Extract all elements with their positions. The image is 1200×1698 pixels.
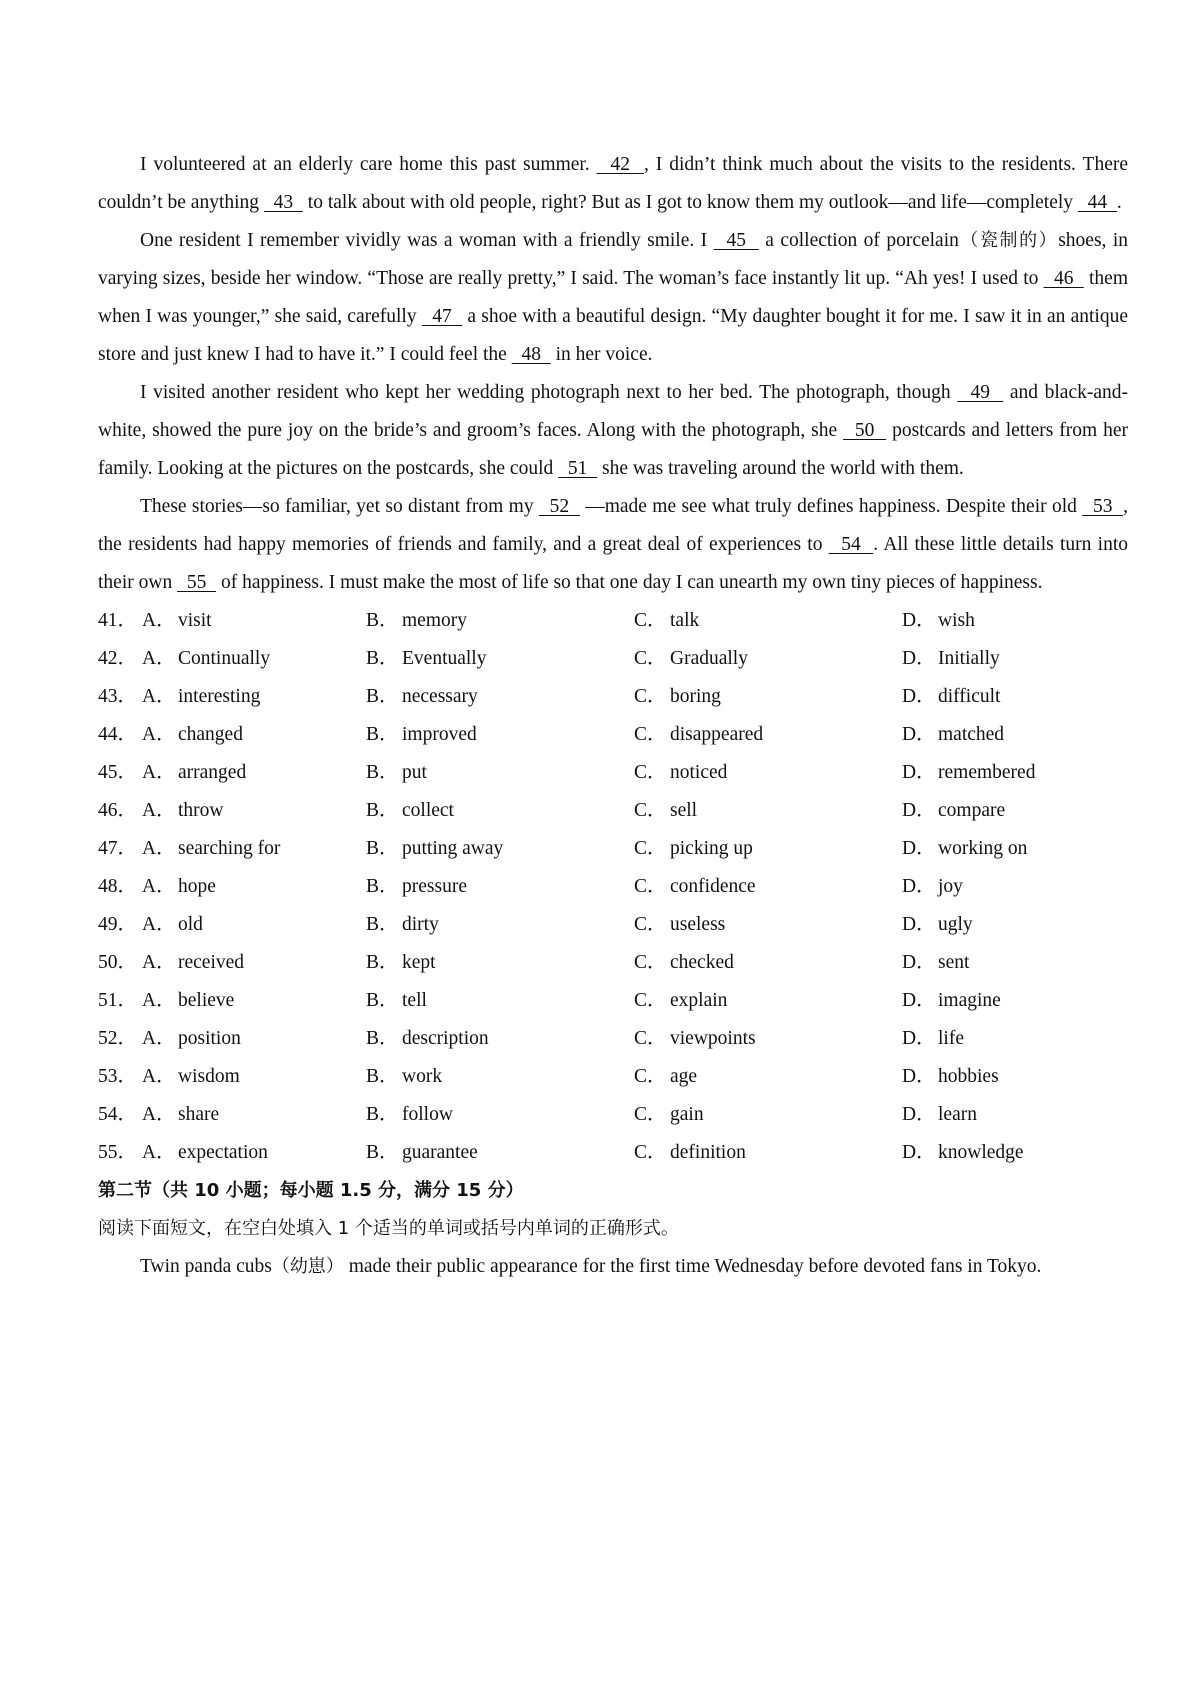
question-number: 48． <box>98 876 138 897</box>
option-letter: A． <box>142 610 176 631</box>
option-letter: A． <box>142 648 176 669</box>
option-text: necessary <box>402 686 478 707</box>
option-c <box>634 716 902 754</box>
section-title: 第二节（共 10 小题；每小题 1.5 分，满分 15 分） <box>98 1180 524 1201</box>
option-text: working on <box>938 838 1028 859</box>
option-text: guarantee <box>402 1142 478 1163</box>
document-page <box>98 146 1128 1286</box>
option-letter: D． <box>902 610 936 631</box>
option-c <box>634 1096 902 1134</box>
option-letter: A． <box>142 990 176 1011</box>
option-letter: B． <box>366 952 399 973</box>
option-text: expectation <box>178 1142 268 1163</box>
section-instruction: 阅读下面短文，在空白处填入 1 个适当的单词或括号内单词的正确形式。 <box>98 1218 679 1239</box>
option-row <box>98 906 1128 944</box>
blank-46: 46 <box>1043 268 1084 289</box>
option-letter: D． <box>902 914 936 935</box>
option-letter: B． <box>366 838 399 859</box>
option-letter: B． <box>366 1066 399 1087</box>
blank-50: 50 <box>843 420 887 441</box>
option-letter: A． <box>142 724 176 745</box>
option-text: definition <box>670 1142 746 1163</box>
option-b <box>366 1134 634 1172</box>
option-letter: D． <box>902 990 936 1011</box>
option-letter: A． <box>142 914 176 935</box>
option-text: collect <box>402 800 454 821</box>
option-text: old <box>178 914 203 935</box>
option-letter: C． <box>634 610 667 631</box>
option-text: ugly <box>938 914 973 935</box>
option-text: difficult <box>938 686 1001 707</box>
option-a <box>142 868 366 906</box>
option-letter: D． <box>902 686 936 707</box>
option-letter: C． <box>634 1028 667 1049</box>
option-text: viewpoints <box>670 1028 756 1049</box>
option-d <box>902 1096 1102 1134</box>
option-a <box>142 792 366 830</box>
option-letter: B． <box>366 686 399 707</box>
option-c <box>634 602 902 640</box>
text: a collection of porcelain <box>758 230 959 251</box>
option-b <box>366 716 634 754</box>
text: . <box>1116 192 1122 213</box>
option-row <box>98 1020 1128 1058</box>
text: , I didn’t think much about the visits to the residents. There couldn’t be anything <box>98 154 1128 213</box>
option-text: talk <box>670 610 700 631</box>
option-b <box>366 944 634 982</box>
option-text: sell <box>670 800 698 821</box>
blank-47: 47 <box>421 306 463 327</box>
option-row <box>98 678 1128 716</box>
option-letter: C． <box>634 914 667 935</box>
option-d <box>902 868 1102 906</box>
text: These stories—so familiar, yet so distant from my <box>140 496 539 517</box>
option-text: putting away <box>402 838 504 859</box>
option-d <box>902 754 1102 792</box>
question-number: 47． <box>98 838 138 859</box>
option-letter: A． <box>142 800 176 821</box>
option-letter: D． <box>902 648 936 669</box>
option-text: arranged <box>178 762 247 783</box>
option-text: confidence <box>670 876 756 897</box>
option-c <box>634 868 902 906</box>
option-text: put <box>402 762 427 783</box>
option-d <box>902 602 1102 640</box>
option-text: noticed <box>670 762 728 783</box>
option-letter: A． <box>142 1142 176 1163</box>
option-letter: D． <box>902 1066 936 1087</box>
question-number: 53． <box>98 1066 138 1087</box>
option-text: wish <box>938 610 975 631</box>
option-d <box>902 792 1102 830</box>
option-letter: C． <box>634 800 667 821</box>
option-text: changed <box>178 724 243 745</box>
option-text: Eventually <box>402 648 487 669</box>
option-text: wisdom <box>178 1066 240 1087</box>
option-c <box>634 1058 902 1096</box>
option-c <box>634 640 902 678</box>
option-letter: A． <box>142 1104 176 1125</box>
option-letter: D． <box>902 876 936 897</box>
option-a <box>142 830 366 868</box>
option-a <box>142 982 366 1020</box>
option-letter: C． <box>634 1066 667 1087</box>
text: made their public appearance for the first time Wednesday before devoted fans in Tokyo. <box>343 1256 1042 1277</box>
question-number: 43． <box>98 686 138 707</box>
option-row <box>98 602 1128 640</box>
option-b <box>366 982 634 1020</box>
question-number: 41． <box>98 610 138 631</box>
option-letter: A． <box>142 876 176 897</box>
option-b <box>366 1020 634 1058</box>
text: a shoe with a beautiful design. “My daughter bought it for me. I saw it in an antique store and just knew I had to have it.” I could feel the <box>98 306 1129 365</box>
option-letter: B． <box>366 1104 399 1125</box>
option-d <box>902 678 1102 716</box>
option-text: sent <box>938 952 970 973</box>
option-letter: B． <box>366 1142 399 1163</box>
option-a <box>142 602 366 640</box>
option-text: believe <box>178 990 235 1011</box>
option-letter: D． <box>902 1028 936 1049</box>
option-a <box>142 754 366 792</box>
answer-options-list <box>98 602 1128 1172</box>
blank-43: 43 <box>263 192 303 213</box>
option-letter: C． <box>634 1104 667 1125</box>
option-letter: C． <box>634 762 667 783</box>
text: and black-and-white, showed the pure joy on the bride’s and groom’s faces. Along with the photograph, she <box>98 382 1128 441</box>
text: postcards and letters from her family. Looking at the pictures on the postcards, she could <box>98 420 1128 479</box>
option-row <box>98 1134 1128 1172</box>
option-letter: D． <box>902 838 936 859</box>
option-a <box>142 678 366 716</box>
option-letter: D． <box>902 1104 936 1125</box>
option-letter: A． <box>142 1066 176 1087</box>
text: shoes, in varying sizes, beside her window. “Those are really pretty,” I said. The woman’s face instantly lit up. “Ah yes! I used to <box>98 230 1129 289</box>
option-letter: A． <box>142 952 176 973</box>
option-text: Initially <box>938 648 1000 669</box>
option-text: tell <box>402 990 427 1011</box>
text: Twin panda cubs <box>140 1256 272 1277</box>
option-letter: C． <box>634 648 667 669</box>
option-c <box>634 982 902 1020</box>
passage-paragraph-3 <box>98 374 1128 488</box>
option-text: joy <box>938 876 963 897</box>
option-text: visit <box>178 610 212 631</box>
question-number: 49． <box>98 914 138 935</box>
option-c <box>634 1134 902 1172</box>
option-text: knowledge <box>938 1142 1024 1163</box>
blank-51: 51 <box>558 458 598 479</box>
option-row <box>98 792 1128 830</box>
option-text: picking up <box>670 838 753 859</box>
text: One resident I remember vividly was a woman with a friendly smile. I <box>140 230 714 251</box>
option-letter: C． <box>634 952 667 973</box>
question-number: 42． <box>98 648 138 669</box>
option-text: life <box>938 1028 964 1049</box>
option-row <box>98 1058 1128 1096</box>
question-number: 52． <box>98 1028 138 1049</box>
blank-44: 44 <box>1077 192 1117 213</box>
option-letter: D． <box>902 800 936 821</box>
option-b <box>366 678 634 716</box>
option-letter: C． <box>634 1142 667 1163</box>
option-text: interesting <box>178 686 261 707</box>
option-text: position <box>178 1028 241 1049</box>
passage-paragraph-1 <box>98 146 1128 222</box>
question-number: 54． <box>98 1104 138 1125</box>
option-d <box>902 982 1102 1020</box>
option-letter: B． <box>366 610 399 631</box>
option-b <box>366 602 634 640</box>
text: them when I was younger,” she said, carefully <box>98 268 1128 327</box>
text: she was traveling around the world with them. <box>597 458 964 479</box>
option-c <box>634 792 902 830</box>
question-number: 44． <box>98 724 138 745</box>
option-a <box>142 716 366 754</box>
option-d <box>902 640 1102 678</box>
section2-paragraph-1 <box>98 1248 1128 1286</box>
option-text: hobbies <box>938 1066 999 1087</box>
option-text: share <box>178 1104 220 1125</box>
passage-paragraph-4 <box>98 488 1128 602</box>
option-letter: B． <box>366 990 399 1011</box>
option-letter: B． <box>366 800 399 821</box>
option-a <box>142 640 366 678</box>
option-text: follow <box>402 1104 453 1125</box>
option-letter: D． <box>902 1142 936 1163</box>
option-letter: C． <box>634 876 667 897</box>
option-c <box>634 1020 902 1058</box>
option-letter: C． <box>634 838 667 859</box>
option-letter: B． <box>366 762 399 783</box>
option-text: work <box>402 1066 443 1087</box>
blank-55: 55 <box>177 572 217 593</box>
option-letter: D． <box>902 762 936 783</box>
option-letter: B． <box>366 1028 399 1049</box>
option-text: gain <box>670 1104 704 1125</box>
option-text: received <box>178 952 245 973</box>
option-letter: B． <box>366 914 399 935</box>
blank-45: 45 <box>713 230 759 251</box>
option-b <box>366 640 634 678</box>
option-b <box>366 906 634 944</box>
option-d <box>902 1134 1102 1172</box>
question-number: 50． <box>98 952 138 973</box>
option-c <box>634 754 902 792</box>
option-text: useless <box>670 914 726 935</box>
option-text: checked <box>670 952 734 973</box>
option-a <box>142 1096 366 1134</box>
option-b <box>366 1058 634 1096</box>
option-b <box>366 754 634 792</box>
option-letter: D． <box>902 724 936 745</box>
option-row <box>98 754 1128 792</box>
blank-48: 48 <box>511 344 551 365</box>
option-text: imagine <box>938 990 1001 1011</box>
blank-54: 54 <box>828 534 874 555</box>
text: , the residents had happy memories of friends and family, and a great deal of experiences to <box>98 496 1129 555</box>
option-d <box>902 830 1102 868</box>
option-letter: B． <box>366 648 399 669</box>
option-b <box>366 830 634 868</box>
option-a <box>142 944 366 982</box>
blank-53: 53 <box>1082 496 1124 517</box>
option-text: Continually <box>178 648 271 669</box>
text: I volunteered at an elderly care home this past summer. <box>140 154 597 175</box>
option-row <box>98 982 1128 1020</box>
option-row <box>98 716 1128 754</box>
option-row <box>98 1096 1128 1134</box>
option-d <box>902 716 1102 754</box>
text: —made me see what truly defines happiness. Despite their old <box>579 496 1083 517</box>
option-text: remembered <box>938 762 1036 783</box>
option-letter: A． <box>142 686 176 707</box>
option-letter: C． <box>634 686 667 707</box>
text: I visited another resident who kept her wedding photograph next to her bed. The photograph, though <box>140 382 958 403</box>
option-text: hope <box>178 876 216 897</box>
option-b <box>366 1096 634 1134</box>
blank-42: 42 <box>596 154 644 175</box>
option-text: kept <box>402 952 436 973</box>
option-text: improved <box>402 724 477 745</box>
option-letter: C． <box>634 990 667 1011</box>
option-row <box>98 944 1128 982</box>
option-a <box>142 1134 366 1172</box>
option-a <box>142 1058 366 1096</box>
option-a <box>142 906 366 944</box>
question-number: 51． <box>98 990 138 1011</box>
option-text: searching for <box>178 838 281 859</box>
option-c <box>634 678 902 716</box>
option-text: throw <box>178 800 224 821</box>
option-d <box>902 944 1102 982</box>
option-letter: A． <box>142 1028 176 1049</box>
text: . All these little details turn into their own <box>98 534 1128 593</box>
blank-49: 49 <box>957 382 1004 403</box>
option-text: learn <box>938 1104 977 1125</box>
option-letter: B． <box>366 724 399 745</box>
gloss-note: （幼崽） <box>271 1256 344 1277</box>
option-text: dirty <box>402 914 439 935</box>
option-text: boring <box>670 686 721 707</box>
option-letter: D． <box>902 952 936 973</box>
option-text: age <box>670 1066 698 1087</box>
text: of happiness. I must make the most of life so that one day I can unearth my own tiny pieces of happiness. <box>216 572 1043 593</box>
option-d <box>902 906 1102 944</box>
question-number: 45． <box>98 762 138 783</box>
option-d <box>902 1020 1102 1058</box>
option-c <box>634 944 902 982</box>
option-b <box>366 868 634 906</box>
option-text: Gradually <box>670 648 748 669</box>
passage-paragraph-2 <box>98 222 1128 374</box>
option-row <box>98 640 1128 678</box>
option-text: compare <box>938 800 1006 821</box>
text: in her voice. <box>550 344 653 365</box>
option-a <box>142 1020 366 1058</box>
option-text: disappeared <box>670 724 764 745</box>
option-c <box>634 830 902 868</box>
option-text: memory <box>402 610 467 631</box>
gloss-note: （瓷制的） <box>958 230 1059 251</box>
option-row <box>98 868 1128 906</box>
text: to talk about with old people, right? But as I got to know them my outlook—and life—completely <box>302 192 1078 213</box>
option-text: pressure <box>402 876 467 897</box>
option-c <box>634 906 902 944</box>
option-row <box>98 830 1128 868</box>
option-text: description <box>402 1028 489 1049</box>
question-number: 46． <box>98 800 138 821</box>
option-letter: A． <box>142 838 176 859</box>
option-letter: B． <box>366 876 399 897</box>
option-letter: A． <box>142 762 176 783</box>
option-b <box>366 792 634 830</box>
option-text: matched <box>938 724 1005 745</box>
option-d <box>902 1058 1102 1096</box>
option-letter: C． <box>634 724 667 745</box>
option-text: explain <box>670 990 728 1011</box>
blank-52: 52 <box>538 496 580 517</box>
question-number: 55． <box>98 1142 138 1163</box>
